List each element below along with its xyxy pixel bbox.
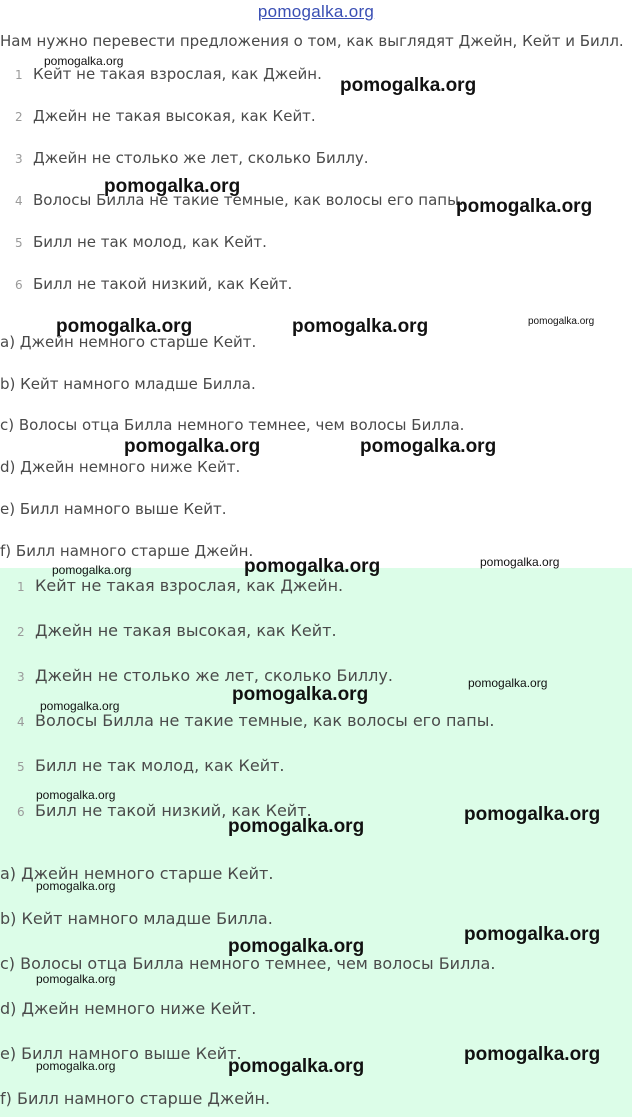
watermark: pomogalka.org [228,936,365,957]
watermark: pomogalka.org [468,676,548,690]
watermark: pomogalka.org [464,1044,601,1065]
list-number: 1 [17,580,25,594]
list-item: Билл не такой низкий, как Кейт. [35,801,312,820]
list-number: 3 [15,152,23,166]
list-item: e) Билл намного выше Кейт. [0,1044,242,1063]
list-item: Кейт не такая взрослая, как Джейн. [33,65,322,83]
watermark: pomogalka.org [464,924,601,945]
list-item: Билл не такой низкий, как Кейт. [33,275,293,293]
watermark: pomogalka.org [40,699,120,713]
list-number: 6 [17,805,25,819]
list-item: a) Джейн немного старше Кейт. [0,333,257,351]
watermark: pomogalka.org [456,196,593,217]
list-item: d) Джейн немного ниже Кейт. [0,458,241,476]
watermark: pomogalka.org [232,684,369,705]
watermark: pomogalka.org [464,804,601,825]
list-item: f) Билл намного старше Джейн. [0,1089,271,1108]
watermark: pomogalka.org [124,436,261,457]
list-item: b) Кейт намного младше Билла. [0,375,256,393]
list-number: 4 [15,194,23,208]
watermark: pomogalka.org [36,972,116,986]
list-item: Билл не так молод, как Кейт. [33,233,267,251]
watermark: pomogalka.org [480,555,560,569]
watermark: pomogalka.org [244,556,381,577]
list-item: Джейн не такая высокая, как Кейт. [35,621,337,640]
list-item: Билл не так молод, как Кейт. [35,756,285,775]
site-header-link[interactable]: pomogalka.org [257,2,375,21]
watermark: pomogalka.org [292,316,429,337]
list-item: b) Кейт намного младше Билла. [0,909,273,928]
list-item: Волосы Билла не такие темные, как волосы его папы. [33,191,464,209]
watermark: pomogalka.org [360,436,497,457]
list-number: 3 [17,670,25,684]
watermark: pomogalka.org [56,316,193,337]
watermark: pomogalka.org [36,1059,116,1073]
list-item: e) Билл намного выше Кейт. [0,500,227,518]
list-number: 1 [15,68,23,82]
list-number: 4 [17,715,25,729]
watermark: pomogalka.org [104,176,241,197]
list-number: 2 [17,625,25,639]
watermark: pomogalka.org [44,54,124,68]
list-item: a) Джейн немного старше Кейт. [0,864,274,883]
list-item: f) Билл намного старше Джейн. [0,542,254,560]
list-item: Джейн не такая высокая, как Кейт. [33,107,316,125]
watermark: pomogalka.org [52,563,132,577]
list-number: 5 [15,236,23,250]
answer-panel [0,568,632,1117]
watermark: pomogalka.org [228,1056,365,1077]
watermark: pomogalka.org [36,788,116,802]
task-intro: Нам нужно перевести предложения о том, как выглядят Джейн, Кейт и Билл. [0,32,624,50]
watermark: pomogalka.org [340,75,477,96]
list-item: c) Волосы отца Билла немного темнее, чем волосы Билла. [0,954,496,973]
watermark: pomogalka.org [228,816,365,837]
list-number: 2 [15,110,23,124]
list-number: 6 [15,278,23,292]
list-item: Кейт не такая взрослая, как Джейн. [35,576,344,595]
watermark: pomogalka.org [36,879,116,893]
list-number: 5 [17,760,25,774]
list-item: Волосы Билла не такие темные, как волосы его папы. [35,711,495,730]
list-item: c) Волосы отца Билла немного темнее, чем волосы Билла. [0,416,465,434]
list-item: Джейн не столько же лет, сколько Биллу. [35,666,393,685]
list-item: d) Джейн немного ниже Кейт. [0,999,257,1018]
list-item: Джейн не столько же лет, сколько Биллу. [33,149,369,167]
watermark: pomogalka.org [528,316,595,327]
